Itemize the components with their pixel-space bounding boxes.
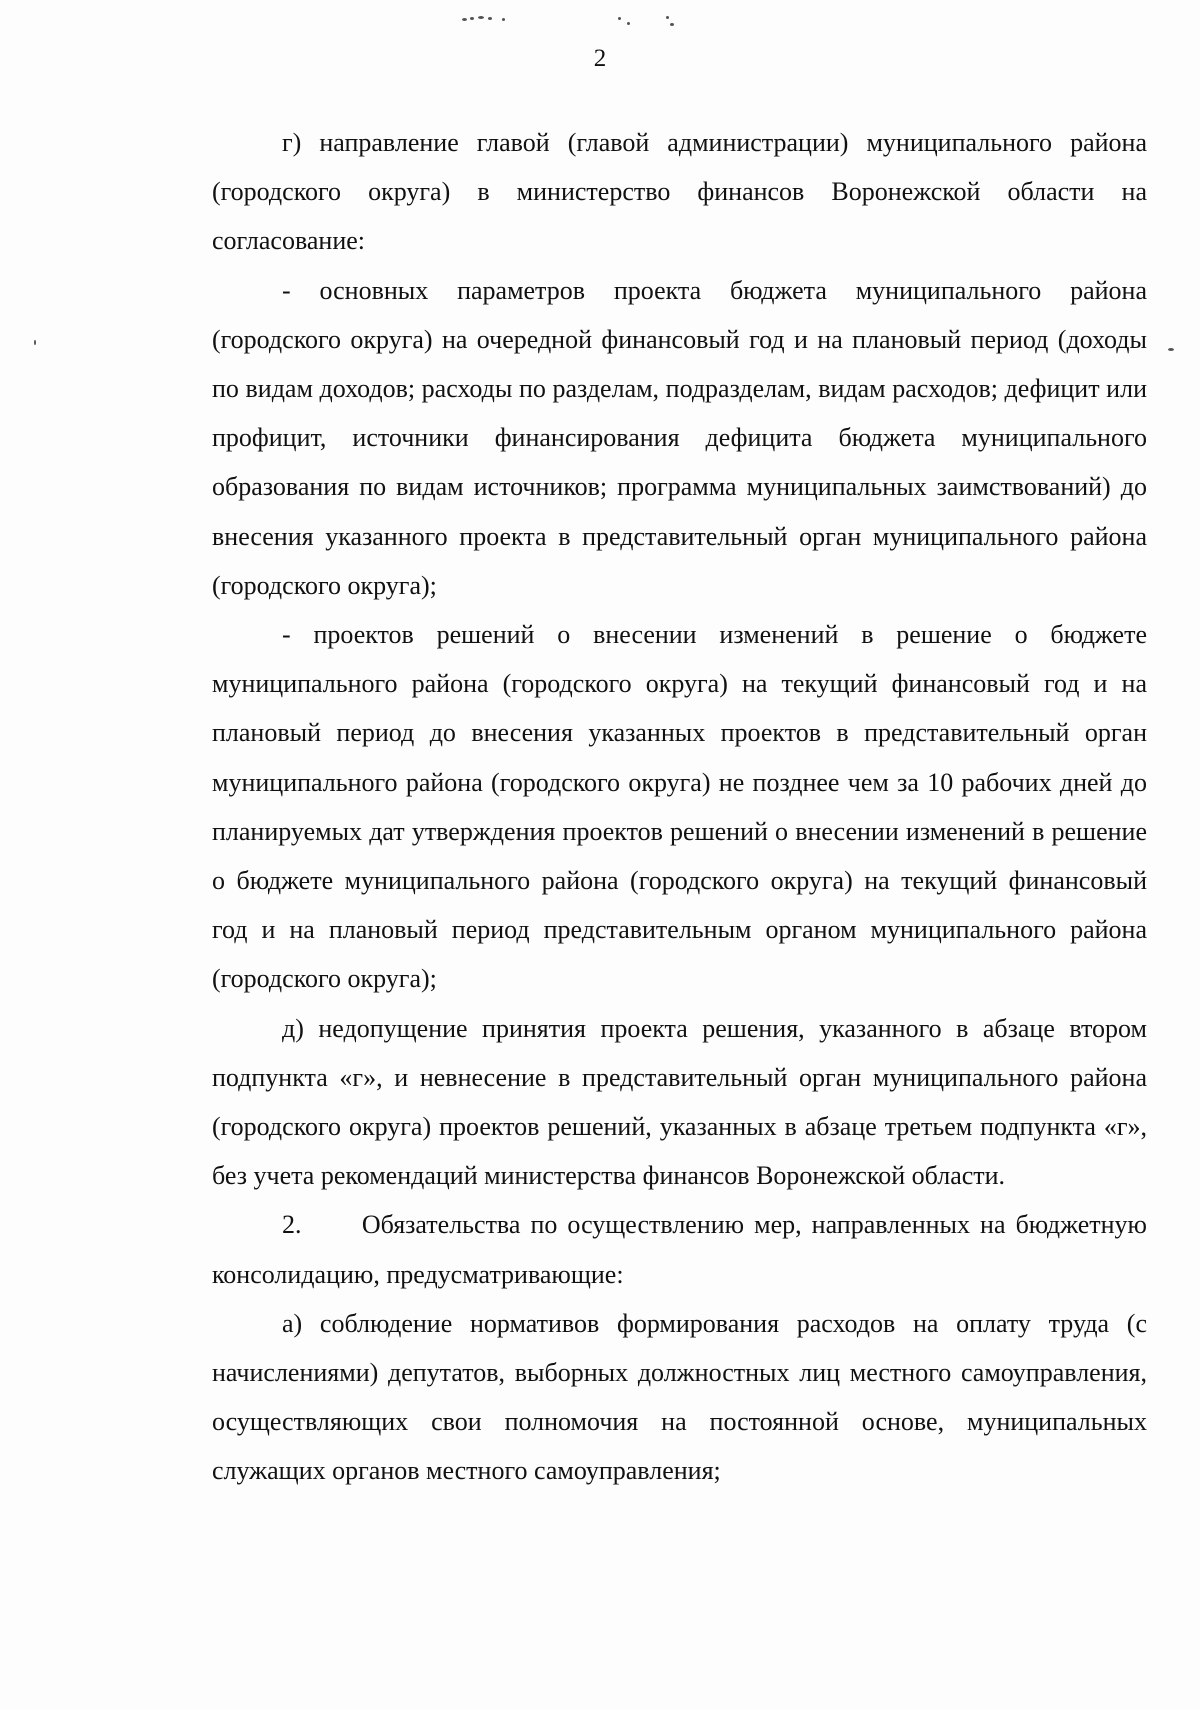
scan-speck xyxy=(502,18,505,21)
paragraph-g: г) направление главой (главой администрации) муниципального района (городского округа) в министерство финансов Воронежской области на согласование: xyxy=(212,128,1147,256)
paragraph-g-budget-amendments: - проектов решений о внесении изменений в решение о бюджете муниципального района (городского округа) на текущий финансовый год и на плановый период до внесения указанных проектов в представительный орган муниципального района (городского округа) не позднее чем за 10 рабочих дней до планируемых дат утверждения проектов решений о внесении изменений в решение о бюджете муниципального района (городского округа) на текущий финансовый год и на плановый период представительным органом муниципального района (городского округа); xyxy=(212,620,1147,994)
scan-speck xyxy=(666,16,669,19)
scan-speck xyxy=(470,17,474,20)
paragraph-d: д) недопущение принятия проекта решения, указанного в абзаце втором подпункта «г», и невнесение в представительный орган муниципального района (городского округа) проектов решений, указанных в абзаце третьем подпункта «г», без учета рекомендаций министерства финансов Воронежской области. xyxy=(212,1013,1147,1191)
scan-speck xyxy=(1168,348,1174,351)
scan-speck xyxy=(618,17,621,20)
page-number: 2 xyxy=(593,45,607,72)
document-body xyxy=(212,118,1154,1496)
scan-speck xyxy=(488,17,492,20)
paragraph-g-budget-params: - основных параметров проекта бюджета муниципального района (городского округа) на очередной финансовый год и на плановый период (доходы по видам доходов; расходы по разделам, подразделам, видам расходов; дефицит или профицит, источники финансирования дефицита бюджета муниципального образования по видам источников; программа муниципальных заимствований) до внесения указанного проекта в представительный орган муниципального района (городского округа); xyxy=(212,275,1147,600)
scan-speck xyxy=(627,22,630,25)
paragraph-2: 2. Обязательства по осуществлению мер, направленных на бюджетную консолидацию, предусматривающие: xyxy=(212,1210,1154,1289)
scan-speck xyxy=(462,18,467,21)
scan-speck xyxy=(478,16,484,19)
scan-speck xyxy=(670,23,674,26)
scan-speck xyxy=(34,340,36,345)
paragraph-2a: а) соблюдение нормативов формирования расходов на оплату труда (с начислениями) депутатов, выборных должностных лиц местного самоуправления, осуществляющих свои полномочия на постоянной основе, муниципальных служащих органов местного самоуправления; xyxy=(212,1308,1147,1486)
